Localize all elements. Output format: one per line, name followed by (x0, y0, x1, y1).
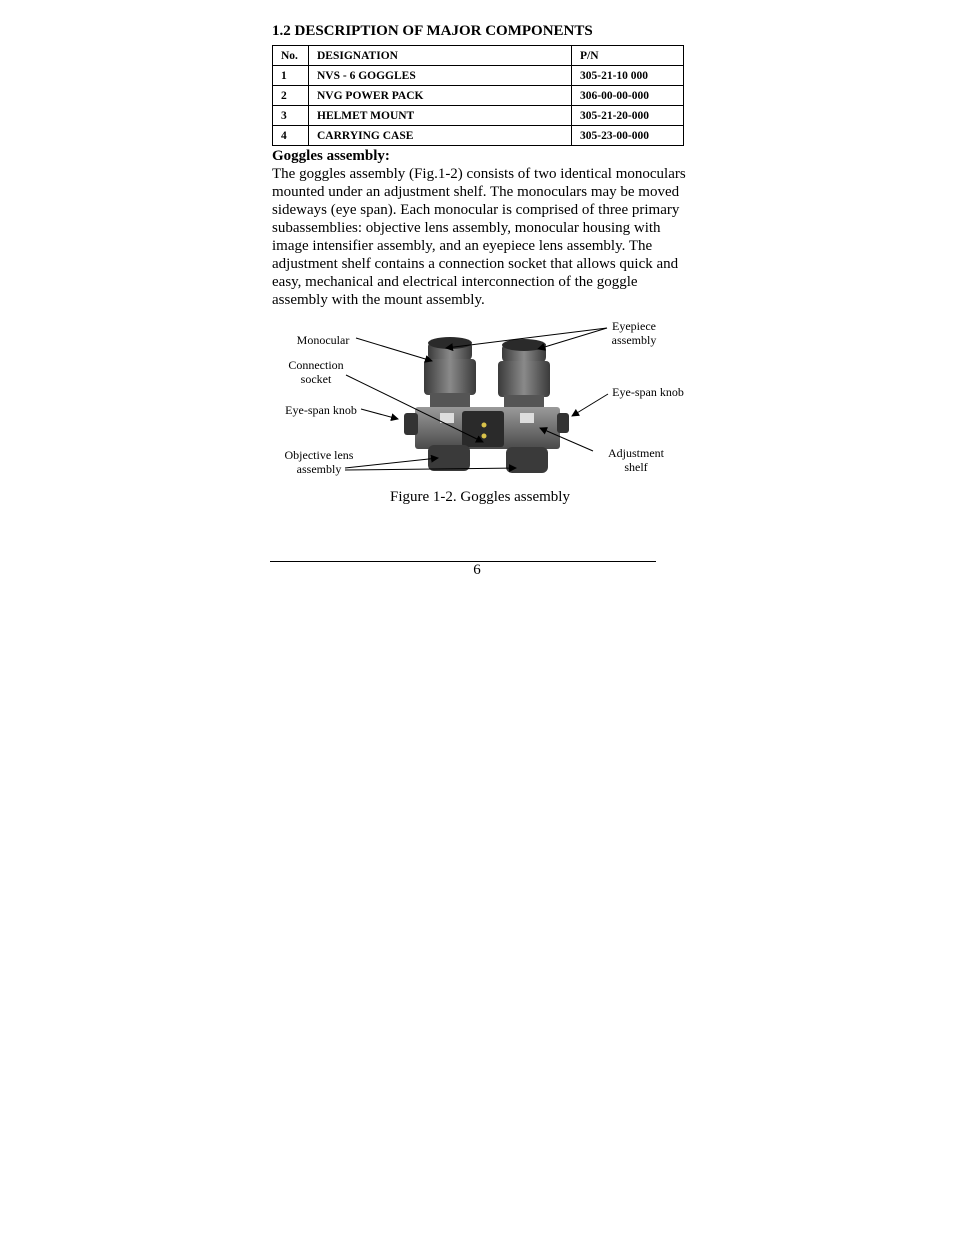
section-title: 1.2 DESCRIPTION OF MAJOR COMPONENTS (272, 23, 593, 39)
table-header-row (273, 46, 684, 66)
table-row (273, 126, 684, 146)
goggles-paragraph: The goggles assembly (Fig.1-2) consists of two identical monoculars mounted under an adjustment shelf. The monoculars may be moved sideways (eye span). Each monocular is comprised of three primary subassemblies: objective lens assembly, monocular housing with image intensifier assembly, and an eyepiece lens assembly. The adjustment shelf contains a connection socket that allows quick and easy, mechanical and electrical interconnection of the goggle assembly with the mount assembly. (272, 166, 686, 308)
label-adjustment-shelf: Adjustment shelf (608, 446, 664, 474)
figure-caption: Figure 1-2. Goggles assembly (390, 489, 570, 505)
components-table (272, 45, 684, 146)
header-pn: P/N (572, 46, 684, 66)
header-designation: DESIGNATION (309, 46, 572, 66)
goggles-heading: Goggles assembly: (272, 148, 390, 164)
row-no: 4 (273, 126, 309, 146)
page-number: 6 (473, 562, 481, 578)
goggles-figure (270, 315, 690, 490)
right-monocular (498, 339, 550, 413)
label-monocular: Monocular (296, 333, 350, 347)
table-row (273, 86, 684, 106)
row-designation: HELMET MOUNT (309, 106, 572, 126)
row-pn: 305-21-20-000 (572, 106, 684, 126)
label-eyepiece: Eyepiece assembly (611, 319, 657, 347)
table-row (273, 106, 684, 126)
row-pn: 305-21-10 000 (572, 66, 684, 86)
label-eye-span-knob-right: Eye-span knob (612, 385, 684, 399)
row-designation: NVS - 6 GOGGLES (309, 66, 572, 86)
header-no: No. (273, 46, 309, 66)
label-connection-socket: Connection socket (288, 358, 344, 386)
row-pn: 306-00-00-000 (572, 86, 684, 106)
row-no: 3 (273, 106, 309, 126)
row-no: 2 (273, 86, 309, 106)
left-monocular (424, 337, 476, 411)
adjustment-shelf (415, 407, 560, 449)
row-designation: NVG POWER PACK (309, 86, 572, 106)
label-eye-span-knob-left: Eye-span knob (285, 403, 357, 417)
table-row (273, 66, 684, 86)
row-pn: 305-23-00-000 (572, 126, 684, 146)
row-designation: CARRYING CASE (309, 126, 572, 146)
row-no: 1 (273, 66, 309, 86)
label-objective-lens: Objective lens assembly (284, 448, 354, 476)
